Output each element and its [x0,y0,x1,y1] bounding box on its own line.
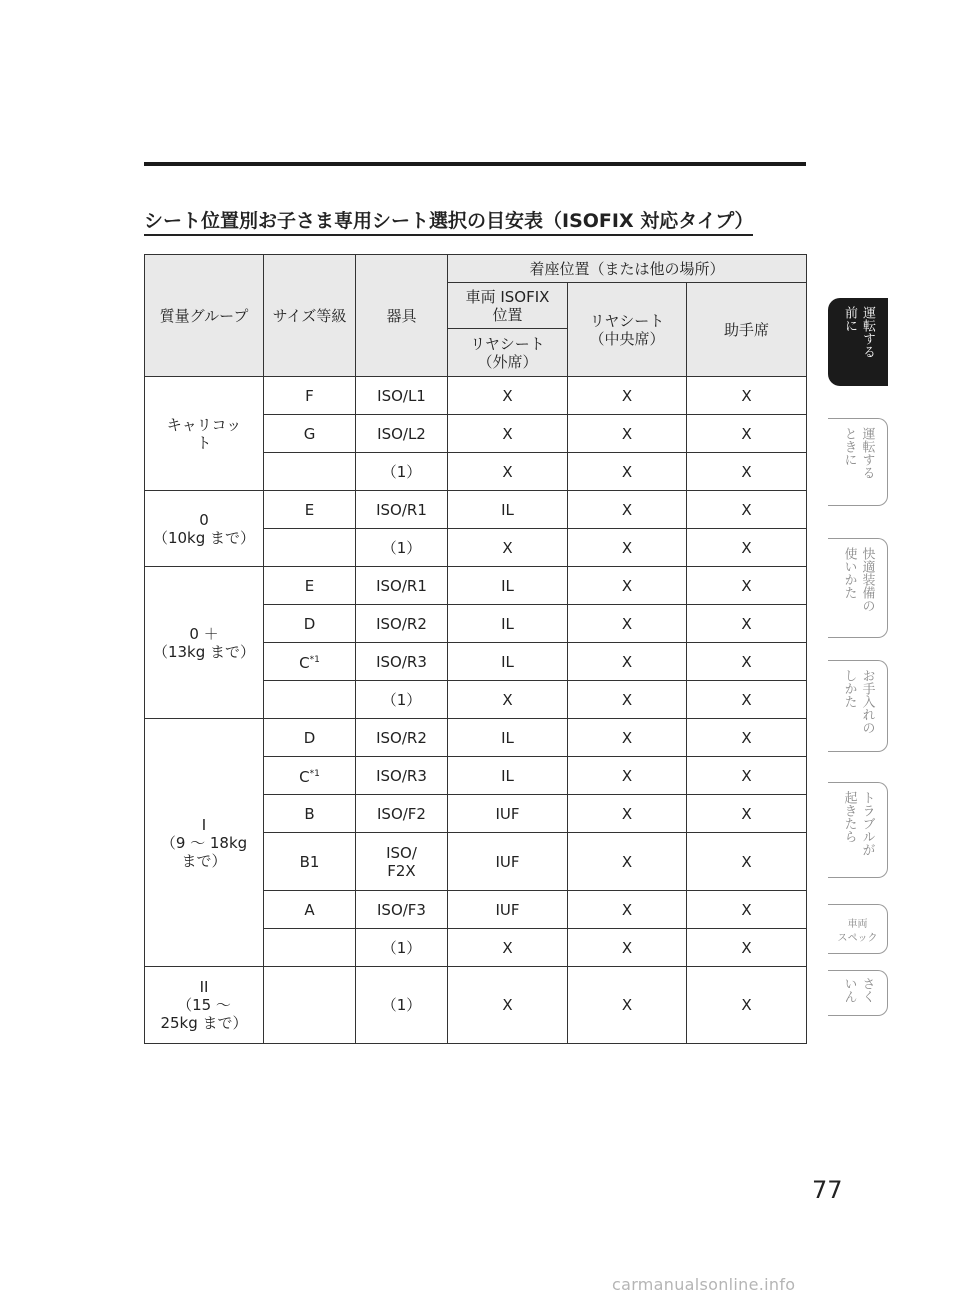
rear-center-cell: X [568,529,687,567]
rear-outer-cell: X [448,681,568,719]
tab-while-driving-label-b: ときに [841,427,857,466]
size-class-value: E [304,576,315,595]
fixture-cell: ISO/R2 [356,719,448,757]
group-label-line: 25kg まで） [160,1014,248,1032]
fixture-cell: （1） [356,453,448,491]
size-class-value: B1 [299,852,320,871]
rear-center-cell: X [568,833,687,891]
header-fixture: 器具 [356,255,448,377]
fixture-cell: ISO/L1 [356,377,448,415]
rear-outer-cell: IL [448,643,568,681]
tab-before-driving[interactable] [828,298,888,386]
tab-troubleshooting[interactable] [828,782,888,878]
tab-index-label-b: いん [841,977,857,1003]
header-rear-center [568,283,687,377]
size-class-cell [264,929,356,967]
fixture-cell: ISO/R2 [356,605,448,643]
passenger-cell: X [687,967,807,1044]
fixture-cell: ISO/R1 [356,567,448,605]
fixture-cell: （1） [356,529,448,567]
group-label-line: II [199,978,209,996]
table-row [145,719,807,757]
rear-outer-cell: X [448,415,568,453]
rear-center-cell: X [568,681,687,719]
rear-outer-cell: IL [448,567,568,605]
rear-center-cell: X [568,719,687,757]
tab-troubleshooting-label-a: トラブルが [859,791,875,856]
tab-maintenance-label-b: しかた [841,669,857,708]
passenger-cell: X [687,491,807,529]
rear-center-cell: X [568,757,687,795]
tab-maintenance-label-a: お手入れの [859,669,875,734]
table-body [145,377,807,1044]
size-class-cell [264,719,356,757]
fixture-cell: ISO/R3 [356,643,448,681]
passenger-cell: X [687,605,807,643]
section-title: シート位置別お子さま専用シート選択の目安表（ISOFIX 対応タイプ） [144,206,753,236]
passenger-cell: X [687,567,807,605]
rear-center-cell: X [568,967,687,1044]
size-class-cell [264,453,356,491]
passenger-cell: X [687,415,807,453]
tab-index-label-a: さく [859,977,875,1003]
group-label-line: ト [196,433,212,452]
rear-outer-cell: IUF [448,891,568,929]
tab-comfort-features[interactable] [828,538,888,638]
table-row [145,377,807,415]
passenger-cell: X [687,453,807,491]
watermark: carmanualsonline.info [612,1275,796,1294]
fixture-cell: ISO/F3 [356,891,448,929]
isofix-table [144,254,807,1044]
group-label-line: キャリコッ [166,415,242,434]
size-class-cell [264,891,356,929]
size-class-value: F [305,386,314,405]
tab-comfort-features-label-b: 使いかた [841,547,857,599]
group-label-cell [145,567,264,719]
table-row [145,491,807,529]
size-class-cell [264,529,356,567]
size-class-value: E [304,500,315,519]
size-class-cell [264,605,356,643]
rear-center-cell: X [568,643,687,681]
size-class-cell [264,833,356,891]
passenger-cell: X [687,529,807,567]
group-label-cell [145,377,264,491]
size-class-cell [264,415,356,453]
size-class-value: D [303,614,316,633]
footnote-marker: *1 [309,769,320,779]
rear-outer-cell: IL [448,719,568,757]
fixture-cell: ISO/F2 [356,795,448,833]
group-label-line: 0 [199,510,209,529]
size-class-cell [264,795,356,833]
header-isofix-line1: 車両 ISOFIX [465,287,550,306]
tab-comfort-features-label-a: 快適装備の [859,547,875,612]
size-class-value: C [299,654,310,672]
passenger-cell: X [687,643,807,681]
size-class-value: B [304,804,315,823]
rear-center-cell: X [568,929,687,967]
passenger-cell: X [687,719,807,757]
passenger-cell: X [687,757,807,795]
size-class-cell [264,967,356,1044]
tab-while-driving[interactable] [828,418,888,506]
size-class-cell [264,643,356,681]
size-class-cell [264,681,356,719]
group-label-line: I [201,815,207,834]
tab-troubleshooting-label-b: 起きたら [841,791,857,843]
header-rear-center-line2: （中央席） [589,329,665,348]
passenger-cell: X [687,833,807,891]
group-label-line: 0 ＋ [189,624,219,643]
rear-outer-cell: IL [448,757,568,795]
rear-outer-cell: X [448,377,568,415]
fixture-cell: ISO/ F2X [356,833,448,891]
group-label-line: （13kg まで） [152,642,256,661]
fixture-cell: （1） [356,967,448,1044]
rear-outer-cell: IUF [448,795,568,833]
header-rear-outer-line2: （外席） [477,352,538,371]
header-seating: 着座位置（または他の場所） [448,255,807,283]
rear-center-cell: X [568,377,687,415]
header-group: 質量グループ [145,255,264,377]
group-label-line: （9 ～ 18kg [160,833,248,852]
fixture-cell: （1） [356,929,448,967]
rear-center-cell: X [568,891,687,929]
size-class-cell [264,377,356,415]
group-label-cell [145,967,264,1044]
rear-center-cell: X [568,491,687,529]
size-class-value: G [303,424,316,443]
tab-vehicle-specs-line2: スペック [837,933,878,944]
size-class-cell [264,757,356,795]
rear-outer-cell: X [448,929,568,967]
group-label-cell [145,719,264,967]
header-size: サイズ等級 [264,255,356,377]
page-number: 77 [812,1176,843,1204]
table-row [145,567,807,605]
tab-before-driving-label-a: 運転する [860,306,875,358]
rear-outer-cell: IL [448,605,568,643]
fixture-cell: （1） [356,681,448,719]
tab-index[interactable] [828,970,888,1016]
size-class-cell [264,567,356,605]
rear-center-cell: X [568,795,687,833]
table-row [145,967,807,1044]
tab-before-driving-label-b: 前に [842,306,857,332]
rear-center-cell: X [568,415,687,453]
rear-outer-cell: IUF [448,833,568,891]
header-rear-outer [448,329,568,377]
group-label-cell [145,491,264,567]
header-isofix [448,283,568,329]
size-class-value: C [299,768,310,786]
footnote-marker: *1 [309,655,320,665]
tab-maintenance[interactable] [828,660,888,752]
fixture-cell: ISO/R1 [356,491,448,529]
rear-center-cell: X [568,605,687,643]
size-class-value: A [304,900,315,919]
rear-outer-cell: X [448,453,568,491]
tab-vehicle-specs-line1: 車両 [847,919,868,930]
passenger-cell: X [687,795,807,833]
group-label-line: まで） [181,851,227,870]
header-passenger: 助手席 [687,283,807,377]
passenger-cell: X [687,891,807,929]
group-label-line: （10kg まで） [152,528,256,547]
rear-center-cell: X [568,567,687,605]
fixture-cell: ISO/L2 [356,415,448,453]
size-class-value: D [303,728,316,747]
passenger-cell: X [687,929,807,967]
rear-center-cell: X [568,453,687,491]
size-class-cell [264,491,356,529]
fixture-cell: ISO/R3 [356,757,448,795]
passenger-cell: X [687,377,807,415]
top-rule [144,162,806,166]
header-isofix-line2: 位置 [492,305,523,324]
rear-outer-cell: X [448,967,568,1044]
tab-vehicle-specs[interactable] [828,904,888,954]
group-label-line: （15 ～ [177,996,231,1014]
header-rear-outer-line1: リヤシート [470,334,545,353]
tab-while-driving-label-a: 運転する [859,427,875,479]
rear-outer-cell: X [448,529,568,567]
header-rear-center-line1: リヤシート [589,311,665,330]
rear-outer-cell: IL [448,491,568,529]
passenger-cell: X [687,681,807,719]
